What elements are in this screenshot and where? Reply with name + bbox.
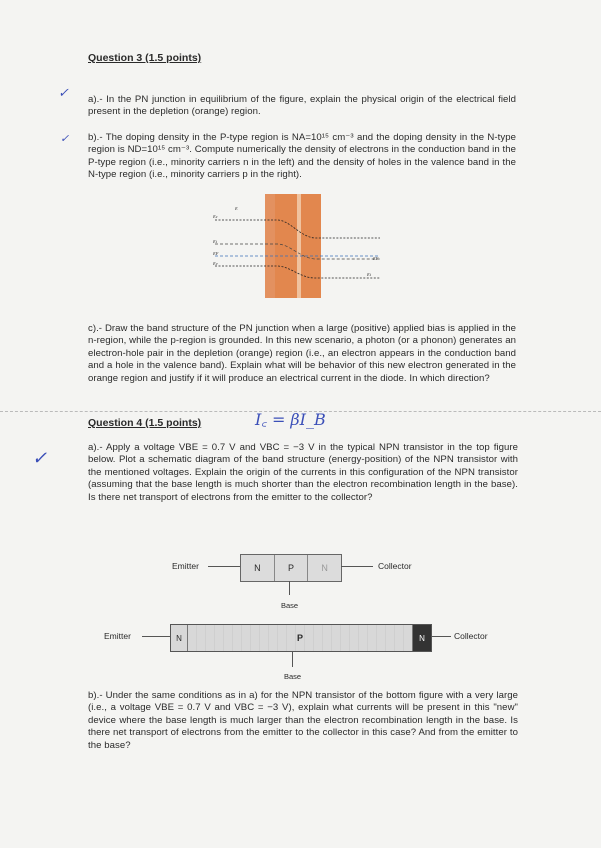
question-3c-text: c).- Draw the band structure of the PN junction when a large (positive) applied bias is applied in the n-region, while the p-region is grounded. In this new scenario, a photon (or a phonon) generates an electron-hole pair in the depletion (orange) region (i.e., an electron appears in the conduction band and a hole in the valence band). Explain what will be behavior of this new electron generated in the orange region and justify if it will produce an electrical current in the diode. In which direction?	[88, 323, 516, 384]
base-label-top: Base	[281, 601, 299, 610]
question-3a-text: a).- In the PN junction in equilibrium of the figure, explain the physical origin of the electrical field present in the depletion (orange) region.	[88, 94, 516, 118]
question-3-title: Question 3 (1.5 points)	[88, 52, 202, 64]
p-region-base-top: P	[275, 555, 309, 581]
p-region-left	[265, 194, 275, 298]
band-label-ef-right: EF	[373, 256, 379, 261]
emitter-lead-bottom	[142, 636, 170, 637]
n-region-strip	[297, 194, 301, 298]
handwritten-note: I꜀ = βI_B	[255, 410, 326, 429]
transistor-top-figure	[170, 552, 430, 622]
n-region-collector-top: N	[321, 563, 328, 573]
emitter-label-bottom: Emitter	[104, 631, 131, 641]
emitter-lead-top	[208, 566, 240, 567]
check-mark-q4a: ✓	[32, 448, 48, 469]
collector-lead-top	[341, 566, 373, 567]
band-label-e: E	[235, 206, 238, 211]
transistor-body-top	[240, 554, 342, 582]
collector-label-bottom: Collector	[454, 631, 488, 641]
band-label-ei: Ei	[213, 239, 217, 244]
check-mark-q3b: ✓	[60, 132, 70, 145]
collector-lead-bottom	[431, 636, 451, 637]
n-region-emitter-bottom: N	[171, 625, 188, 651]
p-region-base-bottom: P	[188, 625, 413, 651]
check-mark-q3a: ✓	[58, 86, 69, 101]
band-label-ev: Ev	[213, 261, 218, 266]
band-label-ei-right: Ei	[367, 272, 371, 277]
transistor-bottom-figure	[104, 622, 514, 684]
question-4b-text: b).- Under the same conditions as in a) for the NPN transistor of the bottom figure with a very large (i.e., a voltage VBE = 0.7 V and VBC = −3 V), explain what currents will be present in this "new" device where the base length is much larger than the electron recombination length in the base. Is there net transport of electrons from the emitter to the collector in this case? And from the emitter to the base?	[88, 690, 518, 751]
emitter-label-top: Emitter	[172, 561, 199, 571]
band-diagram-figure	[205, 192, 385, 302]
question-4-title: Question 4 (1.5 points)	[88, 417, 202, 429]
transistor-body-bottom	[170, 624, 432, 652]
band-label-ef: EF	[213, 251, 219, 256]
band-label-ec: Ec	[213, 214, 218, 219]
question-3b-text: b).- The doping density in the P-type region is NA=10¹⁵ cm⁻³ and the doping density in the N-type region is ND=10¹⁵ cm⁻³. Compute numerically the density of electrons in the conduction band in the P-type region (i.e., minority carriers n in the left) and the density of holes in the valence band in the N-type region (i.e., minority carriers p in the right).	[88, 132, 516, 181]
collector-label-top: Collector	[378, 561, 412, 571]
n-region-emitter-top: N	[241, 555, 275, 581]
base-label-bottom: Base	[284, 672, 302, 681]
base-lead-top	[289, 581, 290, 595]
n-region-collector-bottom: N	[413, 625, 431, 651]
base-lead-bottom	[292, 651, 293, 667]
question-4a-text: a).- Apply a voltage VBE = 0.7 V and VBC = −3 V in the typical NPN transistor in the top figure below. Plot a schematic diagram of the band structure (energy-position) of the NPN transistor with the mentioned voltages. Explain the origin of the currents in this configuration of the NPN transistor (assuming that the base length is much shorter than the electron recombination length in the base). Is there net transport of electrons from the emitter to the collector?	[88, 442, 518, 503]
